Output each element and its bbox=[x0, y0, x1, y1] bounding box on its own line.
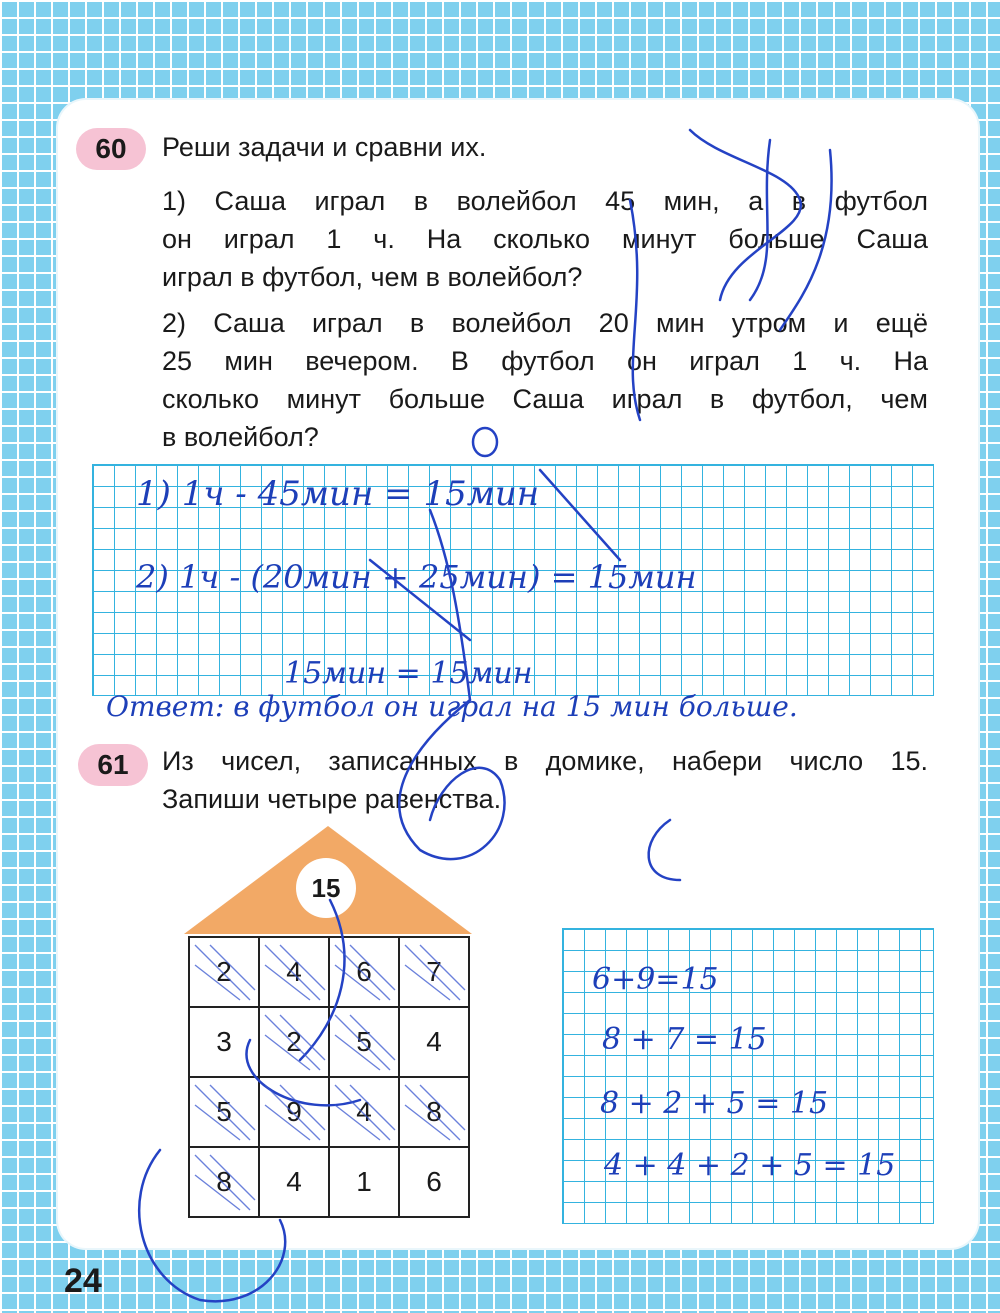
problem-2-line: в волейбол? bbox=[162, 422, 319, 452]
house-cell: 9 bbox=[259, 1077, 329, 1147]
house-cell: 8 bbox=[189, 1147, 259, 1217]
task-61-text-line: Из чисел, записанных в домике, набери число 15. bbox=[162, 746, 928, 776]
house-cell: 4 bbox=[399, 1007, 469, 1077]
problem-1-line: 1) Саша играл в волейбол 45 мин, а в футбол bbox=[162, 186, 928, 216]
house-cell: 6 bbox=[399, 1147, 469, 1217]
handwritten-solution-2: 2) 1ч - (20мин + 25мин) = 15мин bbox=[136, 558, 697, 596]
task-61-badge: 61 bbox=[78, 744, 148, 786]
problem-2-line: 2) Саша играл в волейбол 20 мин утром и ещё bbox=[162, 308, 928, 338]
handwritten-equation: 8 + 2 + 5 = 15 bbox=[600, 1086, 829, 1121]
problem-2-line: 25 мин вечером. В футбол он играл 1 ч. На bbox=[162, 346, 928, 376]
page-number: 24 bbox=[64, 1262, 102, 1300]
house-cell: 4 bbox=[259, 937, 329, 1007]
task-61-text-line: Запиши четыре равенства. bbox=[162, 784, 502, 814]
task-60-badge: 60 bbox=[76, 128, 146, 170]
house-cell: 6 bbox=[329, 937, 399, 1007]
house-cell: 2 bbox=[259, 1007, 329, 1077]
house-cell: 7 bbox=[399, 937, 469, 1007]
house-cell: 1 bbox=[329, 1147, 399, 1217]
handwritten-answer: Ответ: в футбол он играл на 15 мин больше. bbox=[106, 690, 798, 723]
problem-1-line: играл в футбол, чем в волейбол? bbox=[162, 262, 583, 292]
house-cell: 5 bbox=[329, 1007, 399, 1077]
handwritten-comparison: 15мин = 15мин bbox=[284, 656, 533, 691]
house-number-grid bbox=[188, 936, 470, 1218]
house-target-number: 15 bbox=[296, 858, 356, 918]
house-cell: 4 bbox=[259, 1147, 329, 1217]
handwritten-equation: 4 + 4 + 2 + 5 = 15 bbox=[604, 1148, 896, 1183]
house-cell: 2 bbox=[189, 937, 259, 1007]
house-cell: 8 bbox=[399, 1077, 469, 1147]
house-cell: 3 bbox=[189, 1007, 259, 1077]
handwritten-equation: 8 + 7 = 15 bbox=[602, 1022, 767, 1057]
house-cell: 5 bbox=[189, 1077, 259, 1147]
handwritten-solution-1: 1) 1ч - 45мин = 15мин bbox=[136, 474, 540, 514]
problem-2-line: сколько минут больше Саша играл в футбол, чем bbox=[162, 384, 928, 414]
task-60-heading: Реши задачи и сравни их. bbox=[162, 132, 487, 162]
house-cell: 4 bbox=[329, 1077, 399, 1147]
handwritten-equation: 6+9=15 bbox=[592, 962, 719, 997]
problem-1-line: он играл 1 ч. На сколько минут больше Саша bbox=[162, 224, 928, 254]
